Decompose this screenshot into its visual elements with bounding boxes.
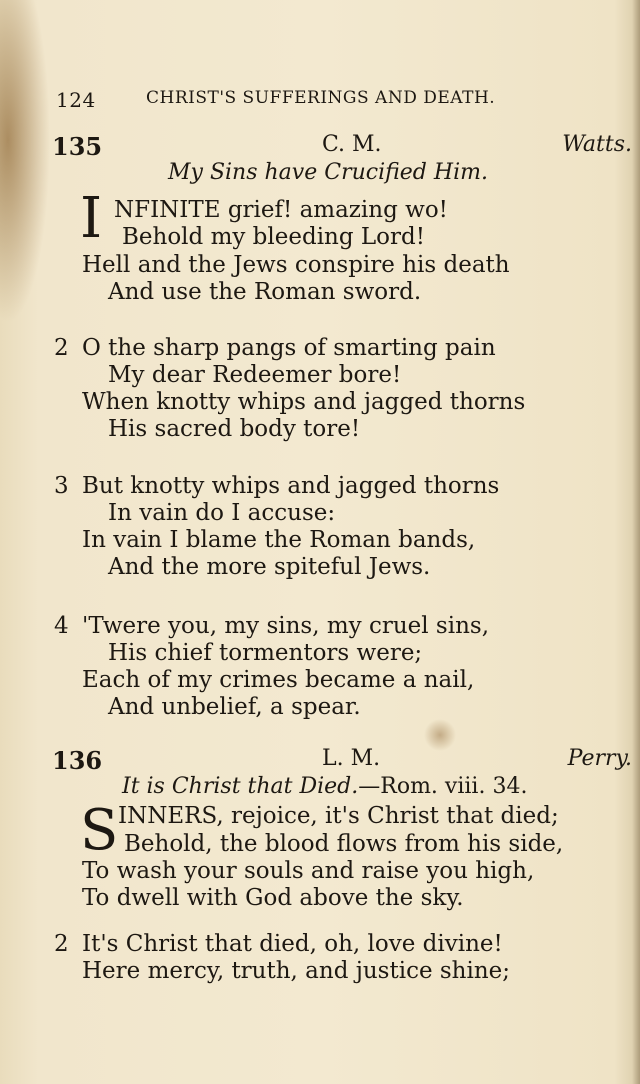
hymn-composer: Watts.	[562, 132, 632, 157]
verse-line: Each of my crimes became a nail,	[82, 667, 475, 693]
hymn-136-header	[52, 746, 632, 776]
hymn-135-header	[52, 132, 632, 162]
scripture-reference: —Rom. viii. 34.	[358, 774, 528, 799]
verse-line: My dear Redeemer bore!	[108, 362, 402, 388]
drop-cap: I	[80, 186, 103, 251]
verse-line: Behold, the blood flows from his side,	[124, 831, 564, 857]
hymn-number: 136	[52, 746, 103, 775]
verse-line: 'Twere you, my sins, my cruel sins,	[82, 613, 490, 639]
verse-line: And use the Roman sword.	[108, 279, 422, 305]
page-edge-shadow	[632, 0, 640, 1084]
hymn-composer: Perry.	[567, 746, 632, 771]
verse-line: NFINITE grief! amazing wo!	[114, 197, 448, 223]
verse-line: Behold my bleeding Lord!	[122, 224, 425, 250]
stanza-number: 4	[54, 613, 69, 639]
verse-line: To dwell with God above the sky.	[82, 885, 464, 911]
verse-line: And the more spiteful Jews.	[108, 554, 431, 580]
hymn-number: 135	[52, 132, 103, 161]
hymn-135-subtitle	[168, 160, 488, 185]
stanza-number: 2	[54, 931, 69, 957]
page-number: 124	[56, 88, 96, 112]
verse-line: INNERS, rejoice, it's Christ that died;	[118, 803, 559, 829]
verse-line: Here mercy, truth, and justice shine;	[82, 958, 511, 984]
verse-line: O the sharp pangs of smarting pain	[82, 335, 496, 361]
verse-line: But knotty whips and jagged thorns	[82, 473, 500, 499]
verse-line: His sacred body tore!	[108, 416, 361, 442]
verse-line: Hell and the Jews conspire his death	[82, 252, 510, 278]
subtitle-text: It is Christ that Died.	[122, 774, 359, 799]
subtitle-text: My Sins have Crucified Him.	[168, 160, 488, 185]
stanza-number: 3	[54, 473, 69, 499]
hymn-meter: L. M.	[322, 746, 381, 771]
chapter-title: CHRIST'S SUFFERINGS AND DEATH.	[146, 88, 496, 108]
verse-line: When knotty whips and jagged thorns	[82, 389, 526, 415]
drop-cap: S	[80, 798, 119, 863]
verse-line: In vain do I accuse:	[108, 500, 336, 526]
verse-line: In vain I blame the Roman bands,	[82, 527, 476, 553]
hymn-136-subtitle	[122, 774, 527, 799]
verse-line: And unbelief, a spear.	[108, 694, 361, 720]
verse-line: To wash your souls and raise you high,	[82, 858, 535, 884]
hymn-meter: C. M.	[322, 132, 382, 157]
verse-line: His chief tormentors were;	[108, 640, 423, 666]
stanza-number: 2	[54, 335, 69, 361]
verse-line: It's Christ that died, oh, love divine!	[82, 931, 503, 957]
